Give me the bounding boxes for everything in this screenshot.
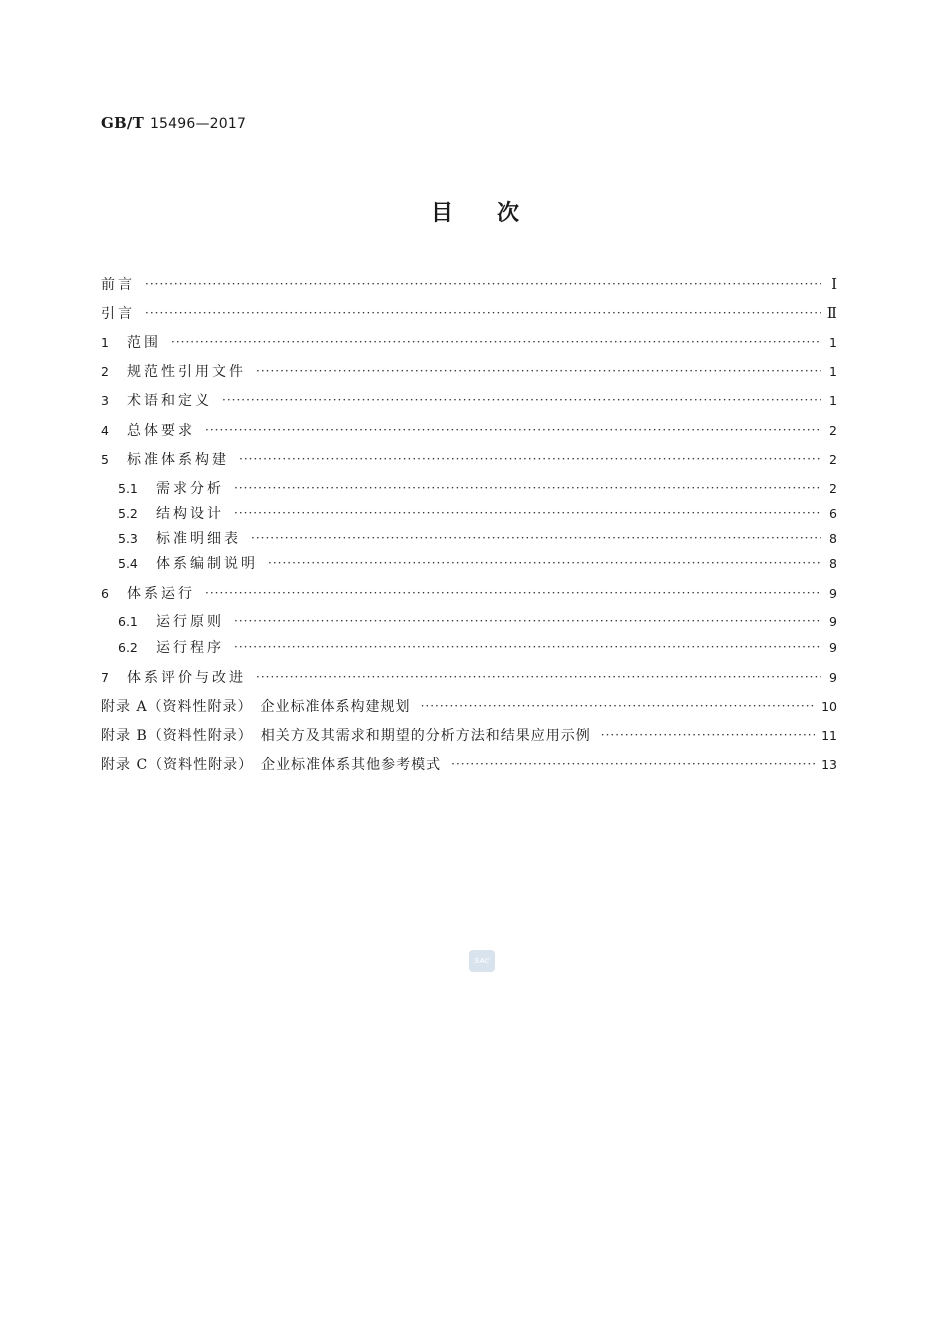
toc-leader-dots <box>234 480 821 496</box>
toc-entry-page: 9 <box>829 585 837 601</box>
toc-entry-number: 1 <box>101 334 109 350</box>
toc-entry[interactable] <box>101 527 837 549</box>
toc-leader-dots <box>234 505 821 521</box>
toc-entry-number: 5.3 <box>118 530 138 546</box>
toc-entry[interactable] <box>101 582 837 604</box>
toc-entry-number: 7 <box>101 669 109 685</box>
toc-entry-label: 附录 C（资料性附录） 企业标准体系其他参考模式 <box>101 757 442 773</box>
toc-leader-dots <box>205 585 821 601</box>
page-title: 目次 <box>430 200 563 226</box>
toc-entry-page: 9 <box>829 613 837 629</box>
toc-entry-label: 前言 <box>101 277 135 293</box>
toc-entry-label: 术语和定义 <box>127 393 212 409</box>
toc-entry[interactable] <box>101 552 837 574</box>
standard-code-number: 15496—2017 <box>149 116 247 132</box>
toc-leader-dots <box>601 727 815 743</box>
toc-leader-dots <box>451 756 815 772</box>
toc-entry-page: 8 <box>829 530 837 546</box>
toc-entry[interactable] <box>101 636 837 658</box>
toc-entry-page: 1 <box>829 392 837 408</box>
toc-entry[interactable] <box>101 419 837 441</box>
toc-entry[interactable] <box>101 273 837 295</box>
toc-entry[interactable] <box>101 502 837 524</box>
toc-entry[interactable] <box>101 331 837 353</box>
toc-entry-number: 6.2 <box>118 639 138 655</box>
toc-entry-label: 引言 <box>101 306 135 322</box>
toc-entry-page: 11 <box>821 727 837 743</box>
toc-entry-number: 5 <box>101 451 109 467</box>
toc-leader-dots <box>251 530 821 546</box>
toc-entry-page: 10 <box>821 698 837 714</box>
toc-entry-number: 2 <box>101 363 109 379</box>
toc-entry-page: Ⅱ <box>826 304 837 322</box>
toc-entry-page: 2 <box>829 480 837 496</box>
toc-entry-page: Ⅰ <box>831 275 837 293</box>
toc-leader-dots <box>256 669 821 685</box>
toc-entry-label: 标准明细表 <box>156 531 241 547</box>
toc-entry-page: 6 <box>829 505 837 521</box>
toc-entry-label: 总体要求 <box>127 423 195 439</box>
toc-entry[interactable] <box>101 360 837 382</box>
toc-entry-label: 附录 A（资料性附录） 企业标准体系构建规划 <box>101 699 411 715</box>
toc-entry-label: 规范性引用文件 <box>127 364 246 380</box>
toc-leader-dots <box>145 276 821 292</box>
toc-entry-label: 运行原则 <box>156 614 224 630</box>
toc-entry-label: 体系编制说明 <box>156 556 258 572</box>
toc-entry-page: 2 <box>829 422 837 438</box>
toc-entry-page: 1 <box>829 363 837 379</box>
toc-entry-number: 5.4 <box>118 555 138 571</box>
toc-entry[interactable] <box>101 753 837 775</box>
toc-entry-page: 1 <box>829 334 837 350</box>
toc-entry-page: 9 <box>829 639 837 655</box>
toc-leader-dots <box>234 639 821 655</box>
toc-entry-label: 标准体系构建 <box>127 452 229 468</box>
sac-logo-icon: SAC <box>469 950 495 972</box>
standard-code <box>101 114 246 132</box>
toc-entry-number: 5.1 <box>118 480 138 496</box>
toc-entry-number: 6.1 <box>118 613 138 629</box>
toc-entry[interactable] <box>101 724 837 746</box>
toc-entry[interactable] <box>101 302 837 324</box>
toc-entry-label: 体系运行 <box>127 586 195 602</box>
toc-entry-label: 需求分析 <box>156 481 224 497</box>
toc-entry-label: 体系评价与改进 <box>127 670 246 686</box>
toc-leader-dots <box>256 363 821 379</box>
toc-entry[interactable] <box>101 389 837 411</box>
toc-leader-dots <box>268 555 821 571</box>
toc-entry[interactable] <box>101 666 837 688</box>
toc-entry-label: 运行程序 <box>156 640 224 656</box>
toc-entry[interactable] <box>101 695 837 717</box>
toc-entry-label: 结构设计 <box>156 506 224 522</box>
toc-leader-dots <box>205 422 821 438</box>
toc-entry[interactable] <box>101 610 837 632</box>
toc-entry[interactable] <box>101 448 837 470</box>
toc-entry-page: 8 <box>829 555 837 571</box>
standard-code-prefix: GB/T <box>101 114 144 132</box>
toc-leader-dots <box>171 334 821 350</box>
toc-entry-page: 9 <box>829 669 837 685</box>
toc-leader-dots <box>234 613 821 629</box>
toc-entry-label: 范围 <box>127 335 161 351</box>
toc-entry-number: 3 <box>101 392 109 408</box>
toc-leader-dots <box>222 392 821 408</box>
toc-entry-number: 4 <box>101 422 109 438</box>
toc-leader-dots <box>145 305 821 321</box>
toc-leader-dots <box>421 698 816 714</box>
toc-entry-page: 2 <box>829 451 837 467</box>
toc-entry[interactable] <box>101 477 837 499</box>
toc-entry-number: 6 <box>101 585 109 601</box>
toc-entry-label: 附录 B（资料性附录） 相关方及其需求和期望的分析方法和结果应用示例 <box>101 728 591 744</box>
toc-entry-page: 13 <box>821 756 837 772</box>
toc-entry-number: 5.2 <box>118 505 138 521</box>
toc-leader-dots <box>239 451 821 467</box>
